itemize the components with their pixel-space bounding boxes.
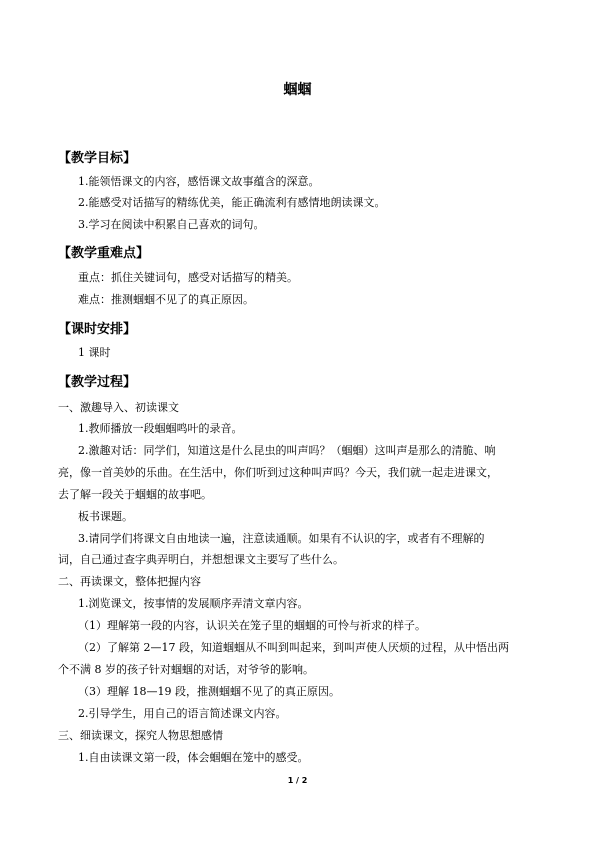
process-line: 2.引导学生，用自己的语言简述课文内容。 (78, 707, 287, 720)
process-line: （3）理解 18—19 段，推测蝈蝈不见了的真正原因。 (78, 685, 340, 698)
process-line: 个不满 8 岁的孩子针对蝈蝈的对话，对爷爷的影响。 (58, 663, 314, 676)
process-line: 1.浏览课文，按事情的发展顺序弄清文章内容。 (78, 597, 309, 610)
process-line: （2）了解第 2—17 段，知道蝈蝈从不叫到叫起来，到叫声使人厌烦的过程，从中悟出两 (78, 641, 509, 654)
process-line: 一、激趣导入、初读课文 (58, 401, 179, 414)
key-line: 难点：推测蝈蝈不见了的真正原因。 (78, 293, 254, 306)
process-heading: 【教学过程】 (58, 375, 137, 390)
process-line: 2.激趣对话：同学们，知道这是什么昆虫的叫声吗？（蝈蝈）这叫声是那么的清脆、响 (78, 444, 496, 457)
process-line: 去了解一段关于蝈蝈的故事吧。 (58, 488, 212, 501)
process-line: 3.请同学们将课文自由地读一遍，注意读通顺。如果有不认识的字，或者有不理解的 (78, 532, 485, 545)
process-line: 亮，像一首美妙的乐曲。在生活中，你们听到过这种叫声吗？今天，我们就一起走进课文， (58, 466, 498, 479)
process-line: （1）理解第一段的内容，认识关在笼子里的蝈蝈的可怜与祈求的样子。 (78, 619, 426, 632)
process-line: 1.教师播放一段蝈蝈鸣叶的录音。 (78, 422, 243, 435)
process-line: 词，自己通过查字典弄明白，并想想课文主要写了些什么。 (58, 553, 344, 566)
key-line: 重点：抓住关键词句，感受对话描写的精美。 (78, 271, 298, 284)
process-line: 板书课题。 (78, 510, 133, 523)
process-line: 三、细读课文，探究人物思想感情 (58, 729, 223, 742)
goal-line: 3.学习在阅读中积累自己喜欢的词句。 (78, 218, 265, 231)
goal-line: 1.能领悟课文的内容，感悟课文故事蕴含的深意。 (78, 175, 320, 188)
goal-line: 2.能感受对话描写的精练优美，能正确流利有感情地朗读课文。 (78, 196, 386, 209)
time-line: 1 课时 (78, 346, 111, 359)
page-title: 蝈蝈 (283, 82, 312, 98)
page-number: 1 / 2 (287, 776, 308, 785)
process-line: 1.自由读课文第一段，体会蝈蝈在笼中的感受。 (78, 751, 309, 764)
time-heading: 【课时安排】 (58, 322, 137, 337)
key-heading: 【教学重难点】 (58, 246, 150, 261)
goals-heading: 【教学目标】 (58, 151, 137, 166)
process-line: 二、再读课文，整体把握内容 (58, 575, 201, 588)
